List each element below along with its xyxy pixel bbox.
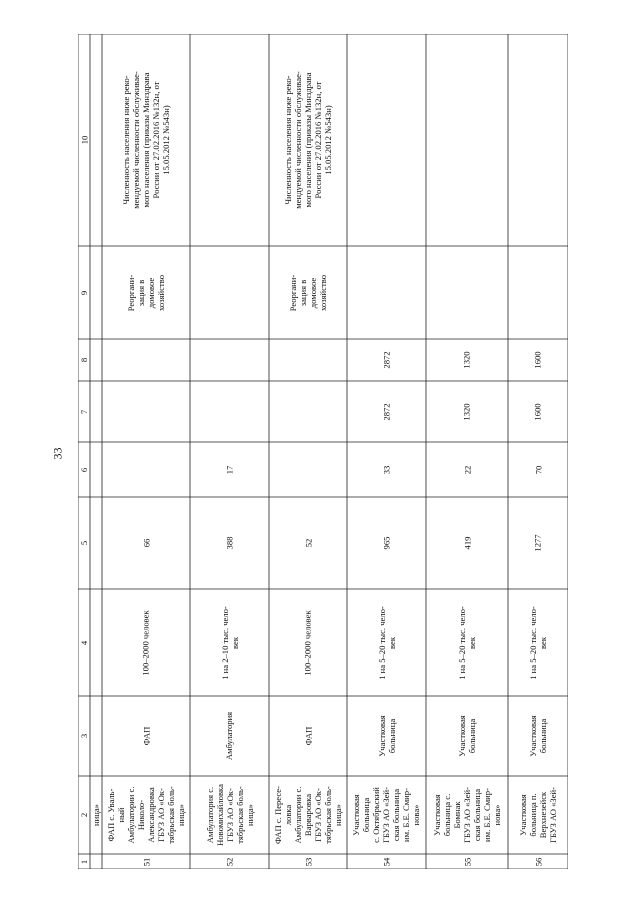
text-line: 1 на 5–20 тыс. чело- xyxy=(376,605,387,680)
column-number-1 xyxy=(78,854,90,869)
justification-text xyxy=(347,34,426,246)
row-number-text: 55 xyxy=(462,857,472,866)
column-number-6 xyxy=(78,442,90,497)
text-line: век xyxy=(229,636,240,649)
row-number xyxy=(508,854,568,869)
value-col-6 xyxy=(269,442,347,497)
text-line: Реоргани- xyxy=(125,274,136,311)
column-number-10 xyxy=(78,34,90,246)
column-number-8 xyxy=(78,339,90,381)
value-col-6 xyxy=(347,442,426,497)
justification-text-text xyxy=(283,71,333,209)
row-number xyxy=(269,854,347,869)
justification-text xyxy=(269,34,347,246)
text-line: ГБУЗ АО «Ок- xyxy=(313,788,323,842)
text-line: больница п. xyxy=(527,793,538,837)
population-norm-text xyxy=(219,606,239,680)
justification-text xyxy=(190,34,269,246)
facility-name-text xyxy=(106,786,186,844)
population-norm-text xyxy=(457,606,477,680)
text-line: России от 27.02.2016 №132н, от xyxy=(151,81,161,199)
population-norm xyxy=(347,589,426,696)
population-norm xyxy=(190,589,269,696)
facility-type-text xyxy=(141,727,151,746)
facility-name xyxy=(269,776,347,854)
decision-text-text xyxy=(288,274,328,310)
text-line: тябрьская боль- xyxy=(166,786,176,844)
value-col-7 xyxy=(102,381,190,442)
text-line: ФАП с. Уваль- xyxy=(106,788,116,842)
text-line: Николо- xyxy=(136,799,146,831)
value-col-8-text: 1320 xyxy=(462,351,472,369)
population-norm xyxy=(508,589,568,696)
text-line: век xyxy=(386,636,397,649)
value-col-6 xyxy=(508,442,568,497)
value-col-8 xyxy=(102,339,190,381)
decision-text xyxy=(347,246,426,339)
facility-name-text xyxy=(518,787,558,843)
continuation-text-text: ница» xyxy=(91,804,102,826)
page-number: 33 xyxy=(50,447,65,460)
text-line: ФАП с. Пересе- xyxy=(273,786,283,844)
justification-text-text xyxy=(121,71,171,209)
text-line: ФАП xyxy=(140,726,151,746)
column-number-3-text: 3 xyxy=(78,733,89,739)
value-col-7 xyxy=(190,381,269,442)
text-line: больница с. xyxy=(441,793,452,837)
text-line: ФАП xyxy=(302,726,313,746)
text-line: больница xyxy=(386,718,397,754)
facility-type xyxy=(426,696,508,776)
text-line: 15.05.2012 №543н) xyxy=(323,105,333,175)
value-col-8-text: 2872 xyxy=(381,351,392,369)
text-line: ГБУЗ АО «Зей- xyxy=(461,786,472,844)
row-number-text: 56 xyxy=(533,857,543,866)
facility-type xyxy=(508,696,568,776)
text-line: тябрьская боль- xyxy=(234,786,245,844)
text-line: мого населения (приказы Минздрава xyxy=(303,72,313,208)
text-line: нова» xyxy=(411,804,422,826)
row-number-text: 53 xyxy=(303,857,313,866)
value-col-7 xyxy=(426,381,508,442)
text-line: Реоргани- xyxy=(287,274,298,311)
text-line: больница xyxy=(537,718,548,754)
text-line: тябрьская боль- xyxy=(323,786,333,844)
text-line: Участковая xyxy=(456,715,467,757)
text-line: ница» xyxy=(333,804,343,826)
text-line: 100–2000 человек xyxy=(303,609,313,676)
text-line: ГБУЗ АО «Ок- xyxy=(224,788,235,842)
value-col-5 xyxy=(508,497,568,589)
text-line: Амбулатории с. xyxy=(293,786,303,844)
column-number-8-text: 8 xyxy=(78,357,89,363)
column-number-10-text: 10 xyxy=(79,135,89,145)
facility-type-text xyxy=(528,715,548,757)
text-line: больница xyxy=(466,718,477,754)
row-number-text: 52 xyxy=(224,857,235,866)
text-line: нова» xyxy=(491,804,502,826)
text-line: ская больница xyxy=(391,788,402,842)
value-col-5-text: 388 xyxy=(224,536,235,550)
text-line: Верхнезейск xyxy=(537,791,548,839)
text-line: Участковая xyxy=(431,794,442,836)
facility-type-text xyxy=(457,715,477,757)
facility-type xyxy=(347,696,426,776)
value-col-6-text: 22 xyxy=(462,465,472,474)
text-line: Численность населения ниже реко- xyxy=(121,75,131,205)
value-col-6 xyxy=(426,442,508,497)
text-line: мого населения (приказы Минздрава xyxy=(141,72,151,208)
value-col-6-text: 70 xyxy=(533,465,543,474)
decision-text xyxy=(426,246,508,339)
facility-type xyxy=(102,696,190,776)
text-line: ская больница xyxy=(471,788,482,842)
continuation-text xyxy=(90,776,102,854)
column-number-9-text: 9 xyxy=(78,290,89,295)
population-norm xyxy=(102,589,190,696)
facility-type-text xyxy=(376,715,396,757)
text-line: Амбулатория xyxy=(224,711,235,761)
column-number-7-text: 7 xyxy=(78,409,89,414)
text-line: Участковая xyxy=(376,715,387,757)
value-col-5-text: 66 xyxy=(141,538,151,548)
population-norm xyxy=(426,589,508,696)
text-line: ница» xyxy=(176,804,186,826)
facility-name-text xyxy=(273,786,343,844)
text-line: ный xyxy=(116,807,126,823)
decision-text xyxy=(190,246,269,339)
value-col-5 xyxy=(426,497,508,589)
value-col-8 xyxy=(347,339,426,381)
text-line: ГБУЗ АО «Зей- xyxy=(381,786,392,844)
value-col-5 xyxy=(190,497,269,589)
text-line: Амбулатория с. xyxy=(204,786,215,844)
justification-text xyxy=(102,34,190,246)
column-number-1-text: 1 xyxy=(78,859,89,864)
text-line: мендуемой численности обслуживае- xyxy=(293,71,303,209)
facility-name xyxy=(508,776,568,854)
facility-type xyxy=(190,696,269,776)
text-line: Варваровка xyxy=(303,793,313,837)
population-norm-text xyxy=(528,606,548,680)
value-col-8 xyxy=(508,339,568,381)
text-line: Новомихайловка xyxy=(214,784,225,846)
population-norm-text xyxy=(141,610,151,675)
population-norm-text xyxy=(303,610,313,675)
value-col-5 xyxy=(347,497,426,589)
text-line: им. Б.Е. Смир- xyxy=(401,788,412,842)
facility-type-text xyxy=(303,727,313,746)
value-col-5-text: 965 xyxy=(381,536,392,550)
value-col-6-text: 17 xyxy=(224,465,235,474)
text-line: Бомнак xyxy=(451,801,462,829)
facility-type xyxy=(269,696,347,776)
text-line: Участковая xyxy=(527,715,538,757)
facility-name xyxy=(347,776,426,854)
column-number-3 xyxy=(78,696,90,776)
text-line: Александровка xyxy=(146,787,156,843)
row-number-text: 54 xyxy=(381,857,392,866)
column-number-2-text: 2 xyxy=(78,812,89,818)
decision-text xyxy=(508,246,568,339)
text-line: с. Октябрьский xyxy=(371,787,382,843)
value-col-7-text: 2872 xyxy=(381,402,392,421)
value-col-5 xyxy=(269,497,347,589)
value-col-8 xyxy=(269,339,347,381)
text-line: ГБУЗ АО «Зей- xyxy=(547,786,558,844)
text-line: зация в xyxy=(135,279,146,306)
text-line: 100–2000 человек xyxy=(141,609,151,676)
column-number-9 xyxy=(78,246,90,339)
value-col-7 xyxy=(347,381,426,442)
text-line: век xyxy=(538,636,549,649)
facility-type-text xyxy=(225,712,235,760)
facility-name-text xyxy=(432,787,502,843)
value-col-5-text: 52 xyxy=(303,538,313,548)
row-number xyxy=(190,854,269,869)
value-col-6 xyxy=(190,442,269,497)
decision-text-text xyxy=(126,274,166,310)
text-line: 1 на 5–20 тыс. чело- xyxy=(528,605,539,680)
value-col-8 xyxy=(426,339,508,381)
row-number xyxy=(426,854,508,869)
text-line: домовое xyxy=(307,277,318,308)
text-line: больница xyxy=(361,797,372,833)
column-number-7 xyxy=(78,381,90,442)
facility-name xyxy=(190,776,269,854)
value-col-8 xyxy=(190,339,269,381)
value-col-6 xyxy=(102,442,190,497)
decision-text xyxy=(269,246,347,339)
text-line: Участковая xyxy=(351,794,362,836)
text-line: России от 27.02.2016 №132н, от xyxy=(313,81,323,199)
text-line: зация в xyxy=(297,279,308,306)
text-line: ГБУЗ АО «Ок- xyxy=(156,788,166,842)
justification-text xyxy=(508,34,568,246)
population-norm xyxy=(269,589,347,696)
value-col-7 xyxy=(508,381,568,442)
facility-name xyxy=(426,776,508,854)
column-number-6-text: 6 xyxy=(78,467,89,472)
facility-name-text xyxy=(351,787,421,843)
value-col-5 xyxy=(102,497,190,589)
column-number-4-text: 4 xyxy=(78,640,89,645)
text-line: Амбулатории с. xyxy=(126,786,136,844)
text-line: хозяйство xyxy=(317,274,328,311)
rotated-table xyxy=(78,34,568,869)
value-col-5-text: 1277 xyxy=(533,534,543,552)
column-number-2 xyxy=(78,776,90,854)
value-col-7 xyxy=(269,381,347,442)
facility-name-text xyxy=(205,784,255,846)
value-col-7-text: 1320 xyxy=(462,402,472,421)
value-col-8-text: 1600 xyxy=(533,351,543,369)
row-number-text: 51 xyxy=(141,857,151,866)
value-col-7-text: 1600 xyxy=(533,402,543,421)
text-line: мендуемой численности обслуживае- xyxy=(131,71,141,209)
column-number-4 xyxy=(78,589,90,696)
population-norm-text xyxy=(376,606,396,680)
text-line: 1 на 2–10 тыс. чело- xyxy=(219,605,230,680)
text-line: 15.05.2012 №543н) xyxy=(161,105,171,175)
text-line: век xyxy=(466,636,477,649)
justification-text xyxy=(426,34,508,246)
value-col-6-text: 33 xyxy=(381,465,392,474)
row-number xyxy=(102,854,190,869)
row-number xyxy=(347,854,426,869)
text-line: Численность населения ниже реко- xyxy=(283,75,293,205)
text-line: хозяйство xyxy=(155,274,166,311)
text-line: им. Б.Е. Смир- xyxy=(481,788,492,842)
text-line: домовое xyxy=(145,277,156,308)
column-number-5-text: 5 xyxy=(78,540,89,546)
value-col-5-text: 419 xyxy=(461,536,472,550)
text-line: ница» xyxy=(244,804,255,826)
column-number-5 xyxy=(78,497,90,589)
decision-text xyxy=(102,246,190,339)
facility-name xyxy=(102,776,190,854)
text-line: Участковая xyxy=(517,794,528,836)
text-line: ловка xyxy=(283,804,293,826)
text-line: 1 на 5–20 тыс. чело- xyxy=(456,605,467,680)
